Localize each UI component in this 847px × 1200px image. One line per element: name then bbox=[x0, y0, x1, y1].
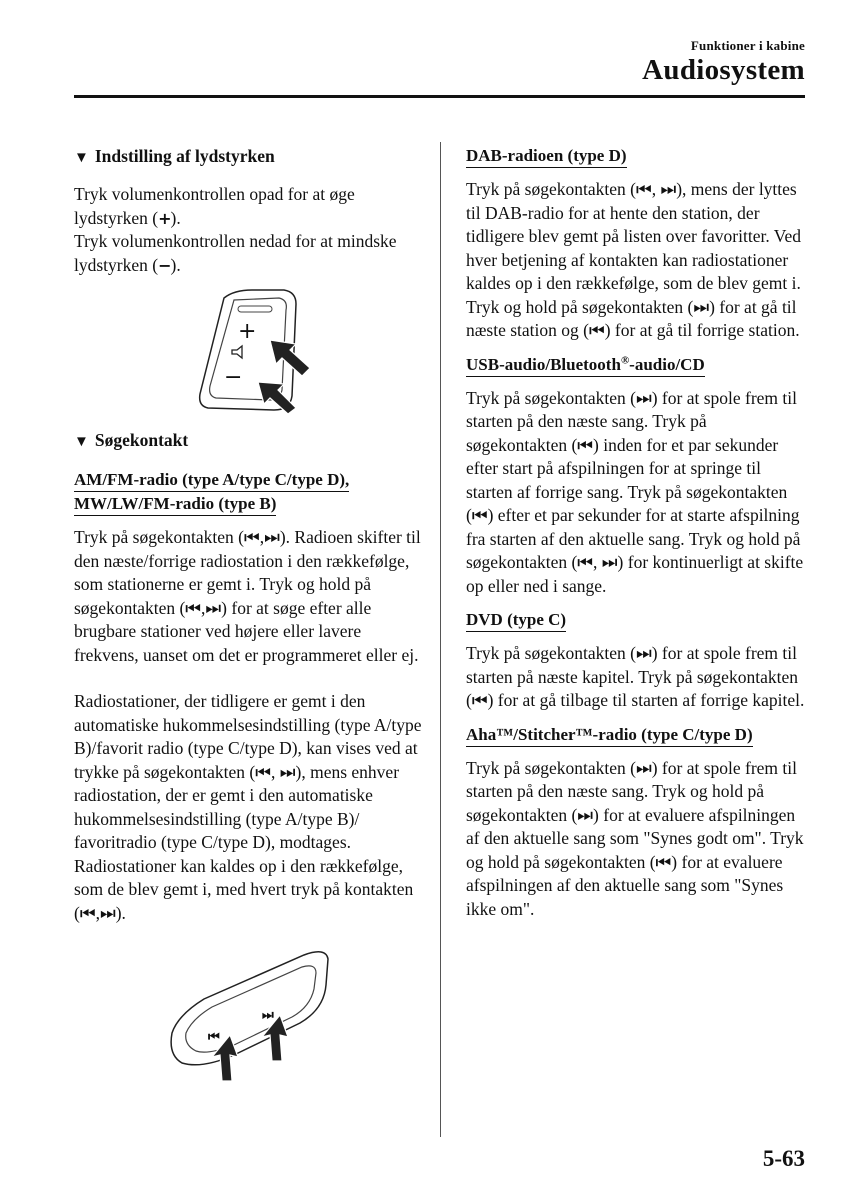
minus-icon: − bbox=[158, 255, 171, 275]
seek-heading bbox=[74, 428, 424, 454]
column-divider bbox=[440, 142, 441, 1137]
volume-down-text: Tryk volumenkontrollen nedad for at mindske lydstyrken ( bbox=[74, 231, 397, 275]
am-paragraph-1: Tryk på søgekontakten (⏮,⏭). Radioen skifter til den næste/forrige radiostation i den rækkefølge, som stationerne er gemt i. Tryk og hold på søgekontakten (⏮,⏭) for at søge efter alle brugbare stationer ved højere eller lavere frekvens, uanset om det er programmeret eller ej. bbox=[74, 527, 421, 665]
dvd-subhead: DVD (type C) bbox=[466, 608, 566, 632]
arrow-up-icon bbox=[270, 340, 310, 376]
right-column bbox=[466, 142, 811, 921]
usb-subhead-text: USB-audio/Bluetooth bbox=[466, 354, 621, 374]
am-subhead-block bbox=[74, 468, 424, 516]
am-subhead-line1: AM/FM-radio (type A/type C/type D), bbox=[74, 468, 349, 492]
am-paragraph-2: Radiostationer, der tidligere er gemt i den automatiske hukommelsesindstilling (type A/type B)/favorit radio (type C/type D), kan vises ved at trykke på søgekontakten (⏮, ⏭), mens enhver radiostation, der er gemt i den automatiske hukommelsesindstilling (type A/type B)/ favoritradio (type C/type D), modtages. Radiostationer kan kaldes op i den rækkefølge, som de blev gemt i, med hvert tryk på kontakten (⏮,⏭). bbox=[74, 691, 422, 923]
registered-mark: ® bbox=[620, 353, 630, 366]
svg-text:+: + bbox=[238, 319, 257, 344]
dvd-paragraph: Tryk på søgekontakten (⏭) for at spole frem til starten på næste kapitel. Tryk på søgekontakten (⏮) for at gå tilbage til starten af forrige kapitel. bbox=[466, 643, 805, 710]
usb-subhead bbox=[466, 353, 705, 377]
usb-subhead-text-end: -audio/CD bbox=[629, 354, 705, 374]
aha-subhead: Aha™/Stitcher™-radio (type C/type D) bbox=[466, 723, 753, 747]
volume-heading bbox=[74, 144, 424, 170]
volume-up-text-end: ). bbox=[170, 207, 181, 228]
plus-icon: + bbox=[158, 208, 171, 228]
seek-heading-text: Søgekontakt bbox=[94, 430, 189, 450]
page-number: 5-63 bbox=[762, 1146, 805, 1171]
aha-paragraph: Tryk på søgekontakten (⏭) for at spole frem til starten på den næste sang. Tryk og hold på søgekontakten (⏭) for at evaluere afspilningen af den aktuelle sang som "Synes godt om". Tryk og hold på søgekontakten (⏮) for at evaluere afspilningen af den aktuelle sang som "Synes ikke om". bbox=[466, 757, 804, 919]
volume-heading-text: Indstilling af lydstyrken bbox=[94, 146, 275, 166]
triangle-bullet-icon: ▼ bbox=[74, 434, 89, 450]
svg-text:⏮: ⏮ bbox=[208, 1030, 220, 1045]
section-label: Funktioner i kabine bbox=[690, 38, 805, 53]
dab-subhead: DAB-radioen (type D) bbox=[466, 144, 627, 168]
volume-down-text-end: ). bbox=[170, 254, 181, 275]
am-subhead-line2: MW/LW/FM-radio (type B) bbox=[74, 492, 276, 516]
volume-switch-illustration bbox=[74, 286, 424, 414]
dab-paragraph: Tryk på søgekontakten (⏮, ⏭), mens der lyttes til DAB-radio for at hente den station, der tidligere blev gemt på listen over favoritter. Ved hver betjening af kontakten kan radiostationer kaldes op i den rækkefølge, som de blev gemt i. Tryk og hold på søgekontakten (⏭) for at gå til næste station og (⏮) for at gå til forrige station. bbox=[466, 179, 801, 340]
volume-paragraph-down bbox=[74, 230, 424, 277]
volume-paragraph-up bbox=[74, 183, 424, 230]
volume-up-text: Tryk volumenkontrollen opad for at øge lydstyrken ( bbox=[74, 184, 355, 228]
page-title: Audiosystem bbox=[642, 54, 805, 86]
svg-text:⏭: ⏭ bbox=[262, 1008, 274, 1023]
left-column bbox=[74, 142, 424, 1095]
header-divider bbox=[74, 95, 805, 98]
usb-paragraph: Tryk på søgekontakten (⏭) for at spole frem til starten på den næste sang. Tryk på søgekontakten (⏮) inden for et par sekunder efter start på afspilningen for at springe til starten af forrige sang. Tryk på søgekontakten (⏮) efter et par sekunder for at starte afspilning fra starten af den aktuelle sang. Tryk og hold på søgekontakten (⏮, ⏭) for kontinuerligt at skifte op eller ned i sange. bbox=[466, 387, 804, 596]
seek-switch-illustration bbox=[74, 945, 424, 1095]
svg-text:−: − bbox=[224, 365, 243, 390]
triangle-bullet-icon: ▼ bbox=[74, 150, 89, 166]
